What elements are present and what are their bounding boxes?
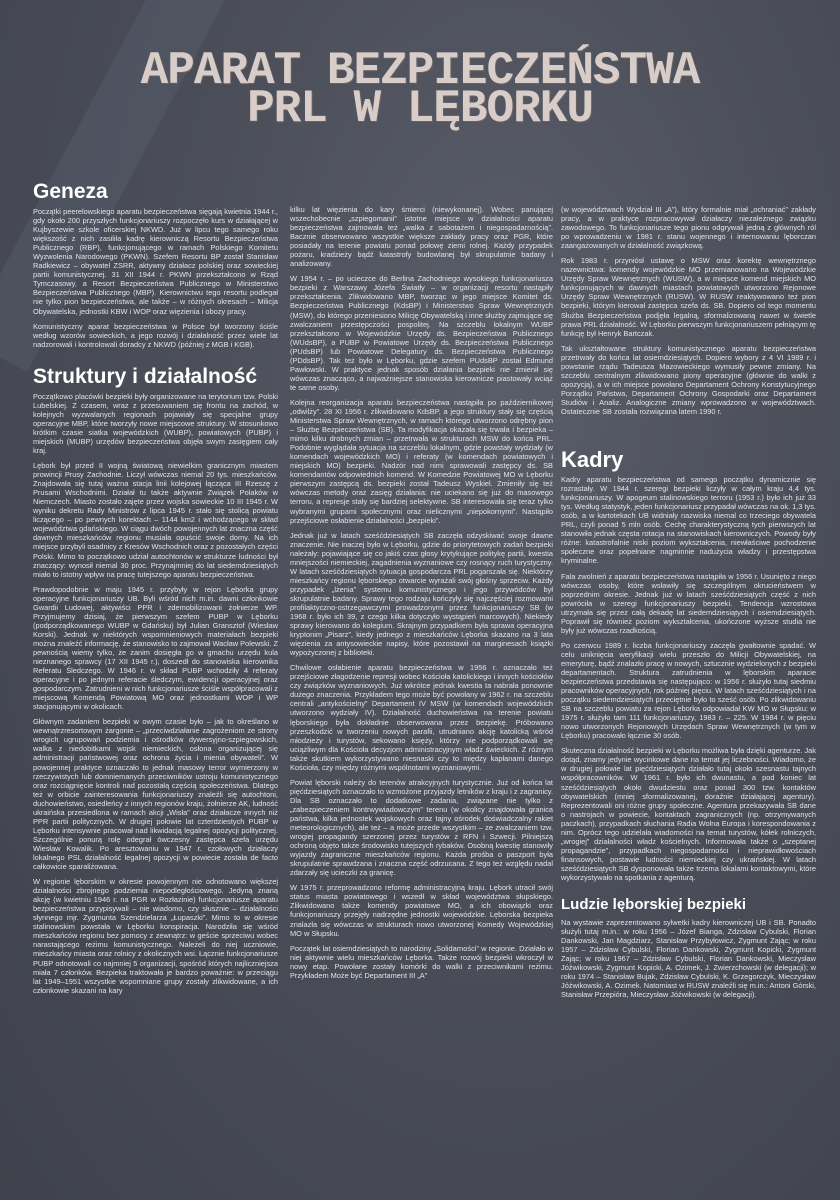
title-line-1: APARAT BEZPIECZEŃSTWA [140, 45, 700, 97]
paragraph: Głównym zadaniem bezpieki w owym czasie było – jak to określano w wewnątrzresortowym żargonie – „przeciwdziałanie zagrożeniom ze strony wrogich ugrupowań podziemia i ośrodków dywersyjno-szpiegowskich, walka z niedobitkami wojsk niemieckich, osłona organizującej się administracji państwowej oraz ochrona życia i mienia obywateli”. W powojennej praktyce oznaczało to jednak masowy terror wymierzony w rzeczywistych lub domniemanych przeciwników ustroju komunistycznego oraz rozciągnięcie kontroli nad pozostałą częścią społeczeństwa. Dlatego też w orbicie zainteresowania funkcjonariuszy znaleźli się autochtoni, duchowieństwo, osiedleńcy z innych regionów kraju, żołnierze AK, ludność ukraińska przesiedlona w ramach akcji „Wisła” oraz działacze innych niż PPR partii politycznych. W drugiej połowie lat czterdziestych PUBP w Lęborku intensywnie pracował nad likwidacją legalnej opozycji politycznej. Szczególnie ponurą rolę odegrał ówczesny zastępca szefa urzędu Wiesław Kowalik. Po aresztowaniu w 1947 r. czołowych działaczy lokalnego PSL działalność legalnej opozycji w powiecie została de facto całkowicie sparaliżowana. [33, 717, 278, 872]
section-heading: Ludzie lęborskiej bezpieki [561, 896, 747, 914]
paragraph: Na wystawie zaprezentowano sylwetki kadry kierowniczej UB i SB. Ponadto służyli tutaj m.in.: w roku 1956 – Józef Bianga, Zdzisław Cybulski, Florian Dankowski, Jan Magdziarz, Stanisław Przybyłowicz, Zygmunt Zając; w roku 1957 – Zdzisław Cybulski, Florian Dankowski, Zygmunt Kopicki, Zygmunt Zając; w roku 1967 – Zdzisław Cybulski, Florian Dankowski, Mieczysław Jóźwikowski, Zygmunt Kopicki, A. Ozimek, J. Zwierzchowski (w delegacji); w roku 1974 – Stanisław Bujak, Zdzisław Cybulski, K. Grzegorczyk, Mieczysław Jóźwikowski, A. Ozimek. Natomiast w RUSW znaleźli się m.in.: Antoni Górski, Stanisław Przepióra, Mieczysław Jóźwikowski (w delegacji). [561, 918, 816, 1000]
paragraph: Lębork był przed II wojną światową niewielkim granicznym miastem prowincji Prusy Zachodnie. Liczył wówczas niemal 20 tys. mieszkańców. Znajdowała się tutaj ważna stacja linii kolejowej łącząca III Rzeszę z Prusami Wschodnimi. Działał tu także aktywnie Związek Polaków w Niemczech. Miasto zostało zajęte przez wojska sowieckie 10 III 1945 r. W wyniku dekretu Rady Ministrów z lipca 1945 r. stało się stolicą powiatu liczącego – po pewnych korektach – 1144 km2 i wchodzącego w skład województwa gdańskiego. W ciągu dwóch powojennych lat znaczna część dawnych mieszkańców regionu musiała opuścić swoje domy. Na ich miejsce przybyli osadnicy z Kresów Wschodnich oraz z pozostałych części Polski. Mimo to początkowo udział autochtonów w strukturze ludności był znaczący: wynosił niemal 30 proc. Przynajmniej do lat siedemdziesiątych miało to istotny wpływ na pracę tutejszego aparatu bezpieczeństwa. [33, 461, 278, 579]
paragraph: Po czerwcu 1989 r. liczba funkcjonariuszy zaczęła gwałtownie spadać. W celu uniknięcia weryfikacji wielu przeszło do Milicji Obywatelskiej, na emeryturę, bądź znalazło pracę w nowych, sztucznie wydzielonych z bezpieki departamentach. Struktura zatrudnienia w lęborskim aparacie bezpieczeństwa przedstawia się następująco: w 1956 r. służyło tutaj siedmiu pracowników operacyjnych, rok później pięciu. W latach sześćdziesiątych i na początku siedemdziesiątych przeciętnie było to sześć osób. Po zlikwidowaniu SB na szczeblu powiatu za rejon Lęborka odpowiadał KW MO w Słupsku: w 1975 r. służyło tam 111 funkcjonariuszy, 1983 r. – 225. W 1984 r. w pięciu nowo utworzonych Rejonowych Urzędach Spraw Wewnętrznych (w tym w Lęborku) pracowało łącznie 30 osób. [561, 640, 816, 741]
paragraph: Rok 1983 r. przyniósł ustawę o MSW oraz korektę wewnętrznego nazewnictwa: komendy wojewódzkie MO przemianowano na Wojewódzkie Urzędy Spraw Wewnętrznych (WUSW), a w miejsce komend miejskich MO funkcjonujących w dawnych miastach powiatowych utworzono Rejonowe Urzędy Spraw Wewnętrznych (RUSW). W RUSW reaktywowano też pion bezpieki, którym kierował zastępca szefa ds. SB. Dopiero od tego momentu Służba Bezpieczeństwa podjęła legalną, sformalizowaną nawet w świetle prawa PRL działalność. W Lęborku pierwszym funkcjonariuszem pełniącym tę funkcję był Henryk Bartczak. [561, 256, 816, 338]
paragraph: Kadry aparatu bezpieczeństwa od samego początku dynamicznie się rozrastały. W 1944 r. szeregi bezpieki liczyły w całym kraju 4,4 tys. funkcjonariuszy. W apogeum stalinowskiego terroru (1953 r.) było ich już 33 tys. Według statystyk, jeden funkcjonariusz przypadał wówczas na ok. 1,3 tys. osób, a w kartotekach UB widniały nazwiska niemal co trzeciego obywatela PRL, czyli ponad 5 mln osób. Cechę charakterystyczną tych pierwszych lat stanowiła jednak częsta rotacja na stanowiskach kierowniczych. Powody były różne: katastrofalnie niski poziom wykształcenia, niewłaściwe pochodzenie społeczne oraz popełniane nagminnie nadużycia władzy i przestępstwa kryminalne. [561, 475, 816, 566]
column-2 [290, 205, 553, 986]
title-line-2: PRL W LĘBORKU [247, 83, 593, 135]
section-geneza [33, 180, 278, 349]
section-heading: Struktury i działalność [33, 364, 258, 388]
paragraph: Jednak już w latach sześćdziesiątych SB zaczęła odzyskiwać swoje dawne znaczenie. Nie inaczej było w Lęborku, gdzie do priorytetowych zadań bezpieki należały: pojawiające się co jakiś czas głosy krytykujące politykę partii, kwestia mniejszości niemieckiej, zagadnienia wyznaniowe czy rosnący ruch turystyczny. W latach sześćdziesiątych sytuacja gospodarcza PRL pogarszała się. Niektórzy mieszkańcy regionu lęborskiego otwarcie wyrażali swój głośny sprzeciw. Każdy przypadek „lżenia” systemu komunistycznego i jego przywódców był skrupulatnie badany. Sprawy tego rodzaju kończyły się najczęściej rozmowami profilaktyczno-ostrzegawczymi prowadzonymi przez funkcjonariuszy SB (w 1968 r. było ich 39, z czego kilka dotyczyło wystąpień marcowych). Niekiedy sprawy kierowano do kolegium. Skrajnym przypadkiem była sprawa operacyjna kryptonim „Pisarz”, kiedy jednego z mieszkańców Lęborka skazano na 3 lata więzienia za antysowieckie napisy, które pozostawił na marginesach książki wypożyczonej z biblioteki. [290, 530, 553, 658]
section-struktury [33, 365, 278, 995]
paragraph: Prawdopodobnie w maju 1945 r. przybyły w rejon Lęborka grupy operacyjne funkcjonariuszy UB. Byli wśród nich m.in. dawni członkowie Gwardii Ludowej, aktywiści PPR i zdemobilizowani żołnierze WP. Przyjmujemy dzisiaj, że pierwszym szefem PUBP w Lęborku (podporządkowanego WUBP w Gdańsku) był Julian Gransztof (Wiesław Korski). Jednak w niektórych wspomnieniowych materiałach bezpieki można znaleźć informację, że stanowisko to zajmował Wacław Polewski. Z pewnością wiemy tylko, że zanim dosięgła go w gmachu urzędu kula nieznanego sprawcy (17 XII 1945 r.), doszedł do stanowiska kierownika Referatu Śledczego. W 1946 r. w skład PUBP wchodziły 4 referaty operacyjne i po jednym referacie śledczym, ewidencji operacyjnej oraz gospodarczym. Zatrudnieni w nich funkcjonariusze ściśle współpracowali z miejscową Komendą Powiatową MO oraz jednostkami WOP i WP stacjonującymi w okolicach. [33, 584, 278, 712]
paragraph: Powiat lęborski należy do terenów atrakcyjnych turystycznie. Już od końca lat pięćdziesiątych oznaczało to wzmożone przyjazdy letników z kraju i z zagranicy. Dla SB oznaczało to dodatkowe zadania, związane nie tylko z „zabezpieczeniem kontrwywiadowczym” terenu (w okolicy znajdowała granica państwa, kilka jednostek wojskowych oraz tajny ośrodek doświadczalny rakiet meteorologicznych), ale też – a może przede wszystkim – ze zwalczaniem tzw. wrogiej propagandy szerzonej przez turystów z RFN i Szwecji. Pilniejszą ochroną objęto także środowisko tutejszych rybaków. Osobną kwestię stanowiły wyjazdy zagraniczne mieszkańców regionu. Każda prośba o paszport była skrupulatnie sprawdzana i znaczna część odrzucana. Z tego też względu nadal zdarzały się ucieczki za granicę. [290, 777, 553, 878]
paragraph: Początek lat osiemdziesiątych to narodziny „Solidarności” w regionie. Działało w niej aktywnie wielu mieszkańców Lęborka. Także rozwój bezpieki wkroczył w nowy etap. Powołane zostały komórki do walki z przeciwnikami reżimu. Przykładem Może być Departament III „A” [290, 943, 553, 980]
paragraph: Początkowo placówki bezpieki były organizowane na terytorium tzw. Polski Lubelskiej. Z czasem, wraz z przesuwaniem się frontu na zachód, w kolejnych wyzwalanych regionach pojawiały się specjalne grupy operacyjne MBP, które tworzyły nowe miejscowe struktury. W stosunkowo krótkim czasie siatka wojewódzkich (WUBP), powiatowych (PUBP) i miejskich (MUBP) urzędów bezpieczeństwa objęła swym zasięgiem cały kraj. [33, 391, 278, 455]
paragraph: (w województwach Wydział III „A”), który formalnie miał „ochraniać” zakłady pracy, a w praktyce rozpracowywał działaczy niezależnego związku zawodowego. To funkcjonariusze tego pionu odgrywali jedną z głównych ról po wprowadzeniu w 1981 r. stanu wojennego i internowaniu lęborczan zaangażowanych w działalność związkową. [561, 205, 816, 251]
column-3 [561, 205, 816, 1005]
paragraph: W regionie lęborskim w okresie powojennym nie odnotowano większej działalności zbrojnego podziemia niepodległościowego. Jedyną znaną akcję (w kwietniu 1946 r. na PGR w Rozłazinie) funkcjonariusze aparatu bezpieczeństwa przypisywali – nie wiadomo, czy słusznie – działalności słynnego mjr. Zygmunta Szendzielarza „Łupaszki”. Mimo to w okresie stalinowskim powstała w Lęborku konspiracja. Narodziła się wśród mieszkańców regionu bez pomocy z zewnątrz: w geście sprzeciwu wobec narastającego reżimu komunistycznego. Należeli do niej uczniowie, mieszkańcy miasta oraz rolnicy z okolicznych wsi. Łącznie funkcjonariusze PUBP odnotowali co najmniej 5 organizacji, spośród których najliczniejsza miała 7 członków. Bezpieka traktowała je bardzo poważnie: w przeciągu lat 1949–1951 wszystkie wspomniane grupy zostały zlikwidowane, a ich członkowie skazani na kary [33, 877, 278, 995]
paragraph: Fala zwolnień z aparatu bezpieczeństwa nastąpiła w 1956 r. Usunięto z niego wówczas osoby, które wsławiły się szczególnym okrucieństwem w poprzednim okresie. Jednak już w latach sześćdziesiątych część z nich powróciła w szeregi funkcjonariuszy bezpieki. Tendencja wzrostowa utrzymała się przez całą dekadę lat siedemdziesiątych i osiemdziesiątych. Poprawił się również poziom wykształcenia, ukończone wyższe studia nie były już wówczas rzadkością. [561, 571, 816, 635]
column-1 [33, 180, 278, 1001]
paragraph: Tak ukształtowane struktury komunistycznego aparatu bezpieczeństwa przetrwały do końca lat osiemdziesiątych. Dopiero wybory z 4 VI 1989 r. i powstanie rządu Tadeusza Mazowieckiego wymusiły pewne zmiany. Na szczeblu centralnym zlikwidowano piony operacyjne (głównie do walki z opozycją), a w ich miejsce powołano Departament Ochrony Konstytucyjnego Porządku Państwa, Departament Ochrony Gospodarki oraz Departament Studiów i Analiz. Analogiczne zmiany wprowadzono w województwach. Ostatecznie SB została rozwiązana latem 1990 r. [561, 343, 816, 416]
poster-title [0, 45, 840, 135]
paragraph: Skuteczna działalność bezpieki w Lęborku możliwa była dzięki agenturze. Jak dotąd, znamy jedynie wycinkowe dane na temat jej liczebności. Wiadomo, że w drugiej połowie lat pięćdziesiątych działało tutaj około szesnastu tajnych współpracowników. W 1961 r. było ich dwunastu, a pod koniec lat sześćdziesiątych około dwudziestu oraz ponad 300 tzw. kontaktów obywatelskich (mniej sformalizowanej, doraźnie działającej agentury). Reprezentowali oni różne grupy społeczne. Agentura przekazywała SB dane o nastrojach w powiecie, kontaktach zagranicznych (np. otrzymywanych paczkach), przypadkach słuchania Radia Wolna Europa i korespondowania z nim. Oprócz tego udzielała wiadomości na temat turystów, kółek rolniczych, „wrogiej” działalności władz kościelnych. Informowała także o „szeptanej propagandzie”, przypadkach niegospodarności i nieprawidłowościach finansowych, postawie ludności niemieckiej czy ukraińskiej. W latach sześćdziesiątych SB dysponowała także trzema lokalami kontaktowymi, które wykorzystywało na spotkania z agenturą. [561, 746, 816, 882]
section-heading: Kadry [561, 447, 624, 473]
paragraph: kilku lat więzienia do kary śmierci (niewykonanej). Wobec panującej wszechobecnie „szpiegomanii” istotne miejsce w działalności aparatu bezpieczeństwa zajmowała też „walka z sabotażem i niegospodarnością”. Bacznie obserwowano wszystkie większe zakłady pracy oraz PGR, które posiadały na terenie powiatu ponad połowę ziemi rolnej. Każdy przypadek pożaru, kradzieży bądź katastrofy budowlanej był skrupulatnie badany i analizowany. [290, 205, 553, 269]
paragraph: Kolejna reorganizacja aparatu bezpieczeństwa nastąpiła po październikowej „odwilży”. 28 XI 1956 r. zlikwidowano KdsBP, a jego struktury stały się częścią Ministerstwa Spraw Wewnętrznych, w ramach którego utworzono odrębny pion – Służbę Bezpieczeństwa (SB). Ta modyfikacja okazała się trwała i bezpieka – mimo kilku drobnych zmian – przetrwała w strukturach MSW do końca PRL. Podobnie wyglądała sytuacja na szczeblu lokalnym, gdzie powstały wydziały (w komendach wojewódzkich MO) i referaty (w komendach powiatowych i miejskich MO) bezpieki. Nadzór nad nimi sprawowali zastępcy ds. SB komendantów odpowiednich komend. W Komedzie Powiatowej MO w Lęborku pierwszym zastępcą ds. bezpieki został Tadeusz Wyskiel. Zmieniły się też wówczas metody oraz zasięg działania: nie uciekano się już do masowego terroru, a represje stały się bardziej selektywne. SB interesowała się teraz tylko wybranymi grupami społecznymi oraz nielicznymi „niepokornymi”. Nastąpiło przejściowe osłabienie działalności „bezpieki”. [290, 397, 553, 525]
paragraph: Początki peerelowskiego aparatu bezpieczeństwa sięgają kwietnia 1944 r., gdy około 200 przyszłych funkcjonariuszy rozpoczęło kurs w działającej w Kujbyszewie szkole oficerskiej NKWD. Już w lipcu tego samego roku większość z nich zasiliła kadrę kierowniczą Resortu Bezpieczeństwa Publicznego (RBP), funkcjonującego w ramach Polskiego Komitetu Wyzwolenia Narodowego (PKWN). Szefem Resortu BP został Stanisław Radkiewicz – obywatel ZSRR, aktywny działacz polskiej oraz sowieckiej partii komunistycznej. 31 XII 1944 r. PKWN przekształcono w Rząd Tymczasowy, a Resort Bezpieczeństwa Publicznego w Ministerstwo Bezpieczeństwa Publicznego (MBP). Kierownictwu tego resortu podlegał nie tylko pion bezpieczeństwa, ale także – w różnych okresach – Milicja Obywatelska, jednostki KBW i WOP oraz więzienia i obozy pracy. [33, 207, 278, 316]
section-ludzie [561, 896, 816, 999]
paragraph: Chwilowe osłabienie aparatu bezpieczeństwa w 1956 r. oznaczało też przejściowe złagodzenie represji wobec Kościoła katolickiego i innych kościołów czy związków wyznaniowych. Już wkrótce jednak kwestia ta nabrała ponownie dużego znaczenia. Przykładem tego może być powołany w 1962 r. na szczeblu centrali „antykościelny” Departament IV MSW (w komendach wojewódzkich utworzono wydziały IV). Działalność duchowieństwa na terenie powiatu lęborskiego była dokładnie obserwowana przez bezpiekę. Próbowano przeszkodzić w tworzeniu nowych parafii, utrudniano akcję katolicką wśród młodzieży i turystów, sekowano księży, którzy nie podporządkowali się uciążliwym dla Kościoła decyzjom administracyjnym władz świeckich. Z różnym także skutkiem wykorzystywano niesnaski czy to między kapłanami danego Kościoła, czy między różnymi wspólnotami wyznaniowymi. [290, 663, 553, 772]
paragraph: Komunistyczny aparat bezpieczeństwa w Polsce był tworzony ściśle według wzorów sowieckich, a jego rozwój i działalność przez wiele lat nadzorowali i kontrolowali doradcy z NKWD (później z MGB i KGB). [33, 321, 278, 349]
section-heading: Geneza [33, 180, 108, 203]
section-kadry [561, 448, 816, 882]
paragraph: W 1975 r. przeprowadzono reformę administracyjną kraju. Lębork utracił swój status miasta powiatowego i wszedł w skład województwa słupskiego. Zlikwidowano także komendy powiatowe MO, a ich obowiązki oraz funkcjonariuszy przejęły nadrzędne jednostki wojewódzkie. Lęborska bezpieka znalazła się wówczas w strukturach nowo utworzonej Komedy Wojewódzkiej MO w Słupsku. [290, 883, 553, 938]
paragraph: W 1954 r. – po ucieczce do Berlina Zachodniego wysokiego funkcjonariusza bezpieki z Warszawy Józefa Światły – w organizacji resortu nastąpiły przekształcenia. Zlikwidowano MBP, tworząc w jego miejsce Komitet ds. Bezpieczeństwa Publicznego (KdsBP) i Ministerstwo Spraw Wewnętrznych (MSW), do którego przeniesiono Milicję Obywatelską i inne służby zajmujące się zwalczaniem przestępczości pospolitej. Na szczeblu lokalnym WUBP przekształcono w Wojewódzkie Urzędy ds. Bezpieczeństwa Publicznego (WUdsBP), a PUBP w Powiatowe Urzędy ds. Bezpieczeństwa Publicznego (PUdsBP) lub Powiatowe Delegatury ds. Bezpieczeństwa Publicznego (PDdsBP). Tak też było w Lęborku, gdzie szefem PUdsBP został Edmund Pawłowski. W praktyce jednak sposób działania bezpieki nie zmienił się wówczas znacząco, a najważniejsze stanowiska kierownicze piastowały wciąż te same osoby. [290, 274, 553, 392]
